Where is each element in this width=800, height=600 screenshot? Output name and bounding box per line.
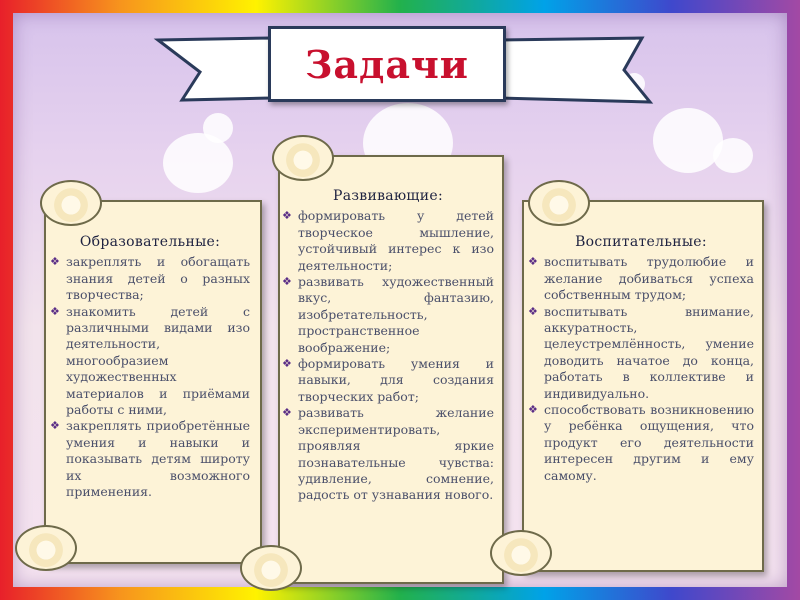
list-item: ❖ способствовать возникновению у ребёнка ощущения, что продукт его деятельности интересен другим и ему самому.	[528, 402, 754, 483]
diamond-dots-icon: ❖	[528, 304, 538, 318]
scroll-roll-top-icon	[528, 180, 590, 226]
page-title: Задачи	[268, 26, 506, 102]
list-item: ❖ воспитывать трудолюбие и желание добиваться успеха собственным трудом;	[528, 254, 754, 303]
diamond-dots-icon: ❖	[50, 419, 60, 433]
diamond-dots-icon: ❖	[528, 403, 538, 417]
task-list	[528, 254, 754, 484]
task-list	[50, 254, 250, 500]
list-item: ❖ развивать художественный вкус, фантазию, изобретательность, пространственное воображение;	[282, 274, 494, 355]
column-heading: Воспитательные:	[575, 234, 707, 250]
list-item: ❖ воспитывать внимание, аккуратность, целеустремлённость, умение доводить начатое до конца, работать в коллективе и индивидуально.	[528, 303, 754, 401]
splash-decoration	[713, 138, 753, 173]
scroll-roll-top-icon	[272, 135, 334, 181]
diamond-dots-icon: ❖	[50, 304, 60, 318]
diamond-dots-icon: ❖	[282, 357, 292, 371]
diamond-dots-icon: ❖	[282, 406, 292, 420]
list-item: ❖ закреплять и обогащать знания детей о разных творчества;	[50, 254, 250, 303]
list-item: ❖ закреплять приобретённые умения и навыки и показывать детям широту их возможного применения.	[50, 418, 250, 500]
diamond-dots-icon: ❖	[528, 255, 538, 269]
scroll-roll-bottom-icon	[15, 525, 77, 571]
scroll-roll-bottom-icon	[490, 530, 552, 576]
diamond-dots-icon: ❖	[282, 209, 292, 223]
scroll-roll-bottom-icon	[240, 545, 302, 591]
column-heading: Развивающие:	[333, 188, 443, 204]
column-developing	[282, 188, 494, 504]
diamond-dots-icon: ❖	[282, 275, 292, 289]
diamond-dots-icon: ❖	[50, 255, 60, 269]
column-educational	[50, 234, 250, 501]
list-item: ❖ знакомить детей с различными видами изо деятельности, многообразием художественных материалов и приёмами работы с ними,	[50, 303, 250, 418]
column-upbringing	[528, 234, 754, 484]
task-list	[282, 208, 494, 503]
list-item: ❖ формировать у детей творческое мышление, устойчивый интерес к изо деятельности;	[282, 208, 494, 273]
scroll-roll-top-icon	[40, 180, 102, 226]
list-item: ❖ развивать желание экспериментировать, проявляя яркие познавательные чувства: удивление, сомнение, радость от узнавания нового.	[282, 405, 494, 503]
column-heading: Образовательные:	[79, 234, 221, 250]
list-item: ❖ формировать умения и навыки, для создания творческих работ;	[282, 356, 494, 404]
